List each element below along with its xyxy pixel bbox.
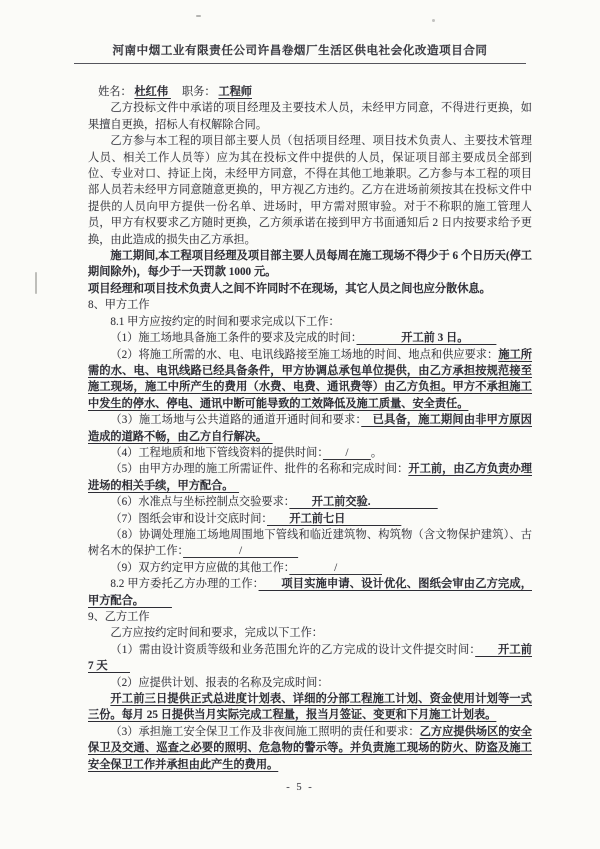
page-number: - 5 - — [286, 782, 314, 793]
filled-value: 开工前三日提供正式总进度计划表、详细的分部工程施工计划、资金使用计划等一式三份。每月 25 日提供当月实际完成工程量，报当月签证、变更和下月施工计划表。 — [88, 693, 532, 722]
filled-value: / — [322, 446, 371, 459]
filled-value: 施工所需的水、电、电讯线路已经具备条件，甲方协调总承包单位提供，由乙方承担按规范接至施工现场，施工中所产生的费用（水费、电费、通讯费等）由乙方负担。甲方不承担施工中发生的停水、停电、通讯中断可能导致的工效降低及施工质量、安全责任。 — [88, 348, 532, 410]
filled-value: 开工前七日 — [267, 512, 402, 525]
filled-value: 已具备，施工期间由非甲方原因造成的道路不畅，由乙方自行解决。 — [88, 414, 532, 443]
text-run: （1）施工场地具备施工条件的要求及完成的时间： — [110, 332, 357, 345]
text-run: 8.2 甲方委托乙方办理的工作： — [110, 578, 259, 591]
filled-value: / — [289, 561, 382, 574]
paragraph — [88, 724, 532, 773]
text-run: （6）水准点与坐标控制点交验要求： — [110, 496, 290, 509]
scan-margin-mark — [35, 272, 37, 294]
text-run: （7）图纸会审和设计交底时间： — [110, 512, 268, 525]
filled-value: 开工前 3 日。 — [356, 332, 497, 345]
filled-value: 乙方应提供场区的安全保卫及交通、巡查之必要的照明、危急物的警示等。并负责施工现场的防火、防盗及施工安全保卫工作并承担由此产生的费用。 — [88, 725, 532, 771]
text-run: （4）工程地质和地下管线资料的提供时间： — [110, 446, 323, 459]
document-title: 河南中烟工业有限责任公司许昌卷烟厂生活区供电社会化改造项目合同 — [112, 45, 488, 57]
paragraph — [88, 642, 532, 675]
paragraph — [88, 412, 532, 445]
text-run: （2）将施工所需的水、电、电讯线路接至施工场地的时间、地点和供应要求： — [110, 348, 499, 361]
document-body — [88, 84, 532, 773]
text-run: 乙方应按约定时间和要求，完成以下工作： — [110, 627, 323, 640]
paragraph — [88, 494, 532, 510]
document-header — [0, 0, 600, 64]
filled-value: 开工前交验. — [289, 496, 438, 509]
filled-value: 项目实施申请、设计优化、图纸会审由乙方完成，甲方配合。 — [88, 578, 532, 607]
paragraph — [88, 347, 532, 413]
paragraph — [88, 576, 532, 609]
paragraph — [88, 330, 532, 346]
filled-value: 杜红伟 — [134, 86, 171, 98]
filled-value: 工程师 — [218, 86, 252, 98]
header-rule — [74, 63, 526, 64]
paragraph — [88, 133, 532, 248]
scan-speck — [432, 19, 435, 22]
paragraph — [88, 461, 532, 494]
paragraph — [88, 511, 532, 527]
paragraph — [88, 609, 532, 625]
paragraph — [88, 248, 532, 281]
text-run: 乙方投标文件中承诺的项目经理及主要技术人员，未经甲方同意，不得进行更换，如果擅自更换，招标人有权解除合同。 — [88, 102, 532, 131]
scan-speck — [196, 15, 201, 17]
text-run: （1）需由设计资质等级和业务范围允许的乙方完成的设计文件提交时间： — [110, 643, 476, 656]
paragraph — [88, 84, 532, 100]
paragraph — [88, 675, 532, 691]
paragraph — [88, 445, 532, 461]
text-run: 职务： — [170, 86, 219, 98]
filled-value: 开工前，由乙方负责办理进场的相关手续，甲方配合。 — [88, 463, 532, 492]
paragraph — [88, 281, 532, 297]
text-run: 乙方参与本工程的项目部主要人员（包括项目经理、项目技术负责人、主要技术管理人员、相关工作人员等）应为其在投标文件中提供的人员，保证项目部主要成员全部到位、专业对口、持证上岗，未经甲方同意，不得在其他工地兼职。乙方参与本工程的项目部人员若未经甲方同意随意更换的，甲方视乙方违约。乙方在进场前须按其在投标文件中提供的人员向甲方提供一份名单、进场时，甲方需对照审验。对于不称职的施工管理人员，甲方有权要求乙方随时更换，乙方须承诺在接到甲方书面通知后 2 日内按要求给予更换，由此造成的损失由乙方承担。 — [88, 135, 532, 246]
text-run: 9、乙方工作 — [88, 611, 150, 623]
text-run: （3）施工场地与公共道路的通道开通时间和要求： — [110, 414, 362, 427]
paragraph — [88, 297, 532, 313]
text-run: （8）协调处理施工场地周围地下管线和临近建筑物、构筑物（含文物保护建筑）、古树名木的保护工作： — [88, 528, 532, 558]
text-run: （3）承担施工安全保卫工作及非夜间施工照明的责任和要求： — [110, 725, 420, 738]
text-run: （5）由甲方办理的施工所需证件、批件的名称和完成时间： — [110, 463, 409, 476]
text-run: 。 — [370, 446, 383, 459]
text-run: （9）双方约定甲方应做的其他工作： — [110, 561, 290, 574]
text-run: 8.1 甲方应按约定的时间和要求完成以下工作： — [110, 315, 340, 328]
filled-value: 开工前 7 天 — [88, 643, 532, 673]
text-run: （2）应提供计划、报表的名称及完成时间： — [110, 676, 329, 689]
paragraph — [88, 625, 532, 641]
text-run: 8、甲方工作 — [88, 299, 150, 312]
paragraph — [88, 314, 532, 330]
text-run: 项目经理和项目技术负责人之间不许同时不在现场，其它人员之间也应分散休息。 — [88, 282, 491, 295]
paragraph — [88, 560, 532, 576]
filled-value: / — [183, 545, 299, 558]
text-run: 施工期间,本工程项目经理及项目部主要人员每周在施工现场不得少于 6 个日历天(停工期间除外)，每少于一天罚款 1000 元。 — [88, 250, 532, 279]
paragraph — [88, 100, 532, 133]
paragraph — [88, 691, 532, 724]
text-run: 姓名： — [98, 86, 135, 98]
paragraph — [88, 527, 532, 560]
